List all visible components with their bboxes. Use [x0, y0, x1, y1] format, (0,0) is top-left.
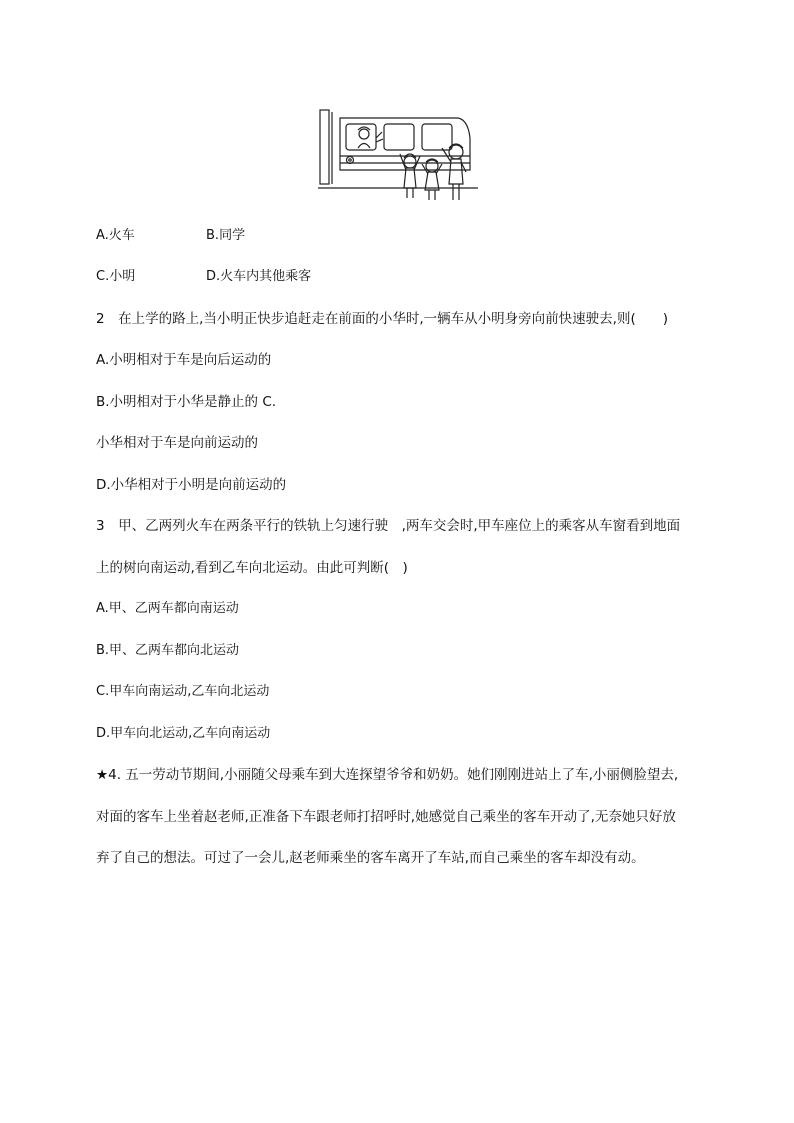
q3-stem-line-2: 上的树向南运动,看到乙车向北运动。由此可判断( ) — [96, 560, 408, 576]
q3-option-a: A.甲、乙两车都向南运动 — [96, 601, 239, 616]
q3-option-d: D.甲车向北运动,乙车向南运动 — [96, 726, 271, 741]
q2-option-d: D.小华相对于小明是向前运动的 — [96, 477, 287, 493]
q3-option-b: B.甲、乙两车都向北运动 — [96, 643, 240, 658]
q3-option-c: C.甲车向南运动,乙车向北运动 — [96, 684, 270, 699]
q2-stem: 2 在上学的路上,当小明正快步追赶走在前面的小华时,一辆车从小明身旁向前快速驶去,则( ) — [96, 311, 668, 327]
q2-option-b: B.小明相对于小华是静止的 C. — [96, 394, 277, 410]
train-children-illustration — [318, 108, 478, 204]
q1-option-d: D.火车内其他乘客 — [206, 269, 312, 284]
q1-options-row-1 — [96, 227, 245, 245]
q1-option-c: C.小明 — [96, 269, 136, 284]
q3-stem-line-1: 3 甲、乙两列火车在两条平行的铁轨上匀速行驶 ,两车交会时,甲车座位上的乘客从车窗看到地面 — [96, 518, 681, 534]
q1-options-row-2 — [96, 268, 311, 286]
q4-line-1: ★4. 五一劳动节期间,小丽随父母乘车到大连探望爷爷和奶奶。她们刚刚进站上了车,小丽侧脸望去, — [96, 767, 679, 783]
q2-option-a: A.小明相对于车是向后运动的 — [96, 352, 272, 368]
q4-line-2: 对面的客车上坐着赵老师,正准备下车跟老师打招呼时,她感觉自己乘坐的客车开动了,无奈她只好放 — [96, 809, 676, 825]
q1-option-a: A.火车 — [96, 228, 135, 243]
q2-option-c: 小华相对于车是向前运动的 — [96, 435, 258, 451]
q4-line-3: 弃了自己的想法。可过了一会儿,赵老师乘坐的客车离开了车站,而自己乘坐的客车却没有动。 — [96, 850, 645, 866]
q1-option-b: B.同学 — [206, 228, 246, 243]
